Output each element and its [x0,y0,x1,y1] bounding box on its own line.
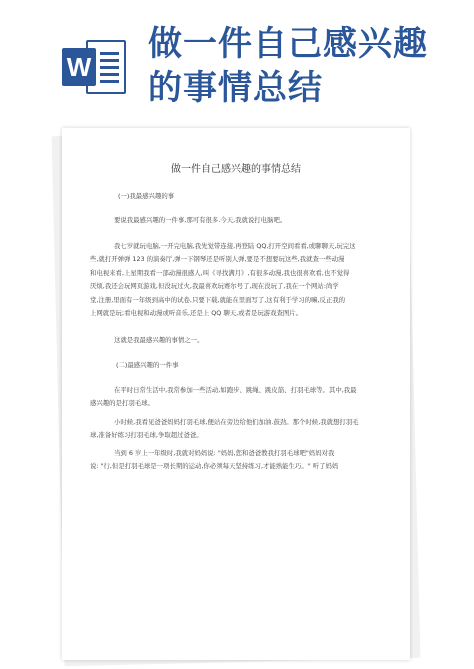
document-title: 做一件自己感兴趣的事情总结 [171,164,301,175]
paragraph: 在平时日常生活中,我常参加一些活动,如跑步、跳绳、跳皮筋、打羽毛球等。其中,我最 感兴趣的是打羽毛球。 [90,386,357,408]
paragraph: 当到 6 岁上一年级时,我就对妈妈说: "妈妈,您和爸爸教我打羽毛球吧"妈妈对我 说: "行,但是打羽毛球是一项长期的运动,你必须每天坚持练习,才能熟能生巧。" 听了妈妈 [90,449,339,471]
document-page [62,128,410,660]
paragraph: 要说我最感兴趣的一件事,那可有很多.今天,我就说打电脑吧。 [114,216,287,224]
banner [0,0,474,112]
banner-title [148,22,468,110]
paragraph: 这就是我最感兴趣的事情之一。 [114,336,204,344]
paragraph: 我七岁就玩电脑,一开完电脑,我先觉带连接,再登陆 QQ,打开空间看看,或聊聊天,玩完这 些,就打开弹弹 123 的演奏厅,弹一下钢琴还是听别人弹,要是不想要玩这些,我就查一些动漫 和电视来看,上星期我看一部动漫很感人,叫《寻找满月》,有很多动漫,我也很喜欢看,也不觉得 厌烦,我还会玩网页游戏,但没玩过火,我最喜欢玩赛尔号了,现在没玩了,我在一个网站:尚学 堂,注册,里面有一年级到高中的试卷,只要下载,就能在里面写了,这有利于学习的嘛,反正我的 上网就是玩;看电视和动漫或听音乐,还是上 QQ 聊天,或者是玩游戏查图片。 [90,242,356,318]
section-heading: (二)最感兴趣的一件事 [116,361,179,369]
word-document-icon [62,38,128,98]
word-w-badge: W [62,48,96,86]
banner-title-line-1: 做一件自己感兴趣 [148,24,428,64]
paragraph: 小时候,我看见爸爸妈妈打羽毛球,便站在旁边给他们加油.鼓劲。那个时候,我就想打羽毛 球,准备好练习打羽毛球,争取超过爸爸。 [90,418,359,440]
banner-title-line-2: 的事情总结 [148,68,323,108]
section-heading: (一)我最感兴趣的事 [118,192,175,200]
